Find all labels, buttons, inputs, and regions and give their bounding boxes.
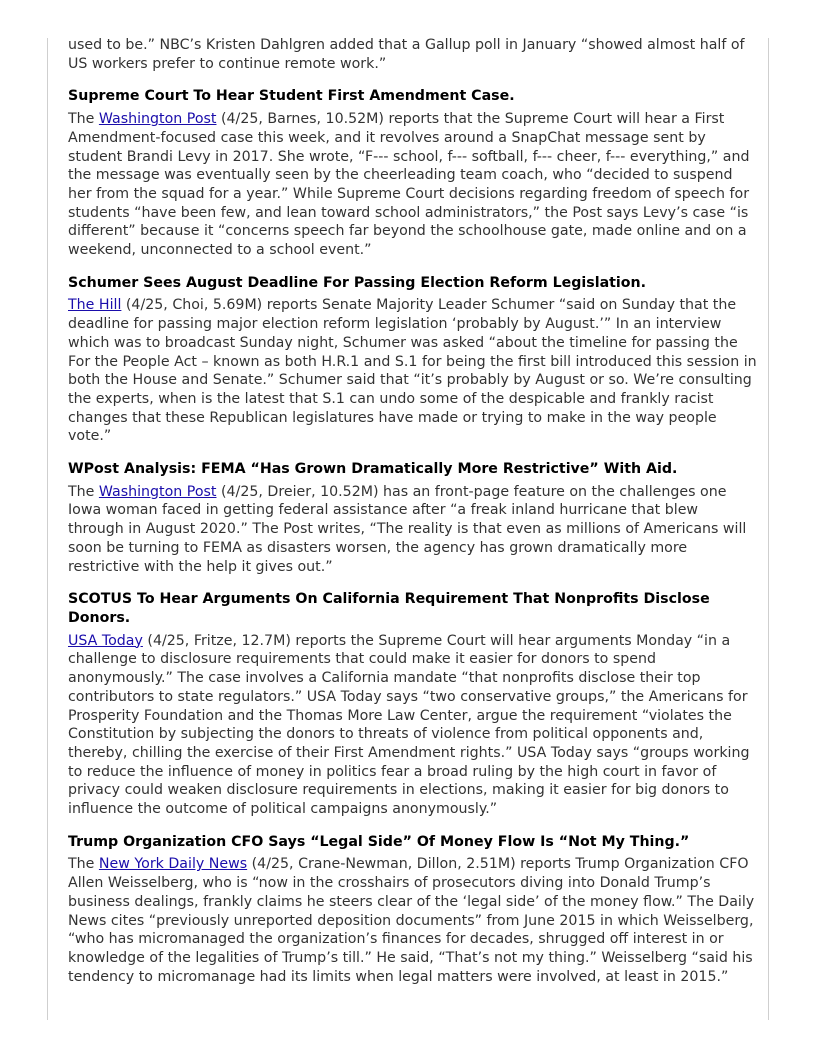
source-link[interactable]: The Hill <box>68 297 122 314</box>
article-schumer-election-reform <box>68 274 758 446</box>
article-headline: WPost Analysis: FEMA “Has Grown Dramatically More Restrictive” With Aid. <box>68 461 678 478</box>
article-body <box>68 110 758 260</box>
intro-paragraph: used to be.” NBC’s Kristen Dahlgren added that a Gallup poll in January “showed almost half of US workers prefer to continue remote work.” <box>68 37 745 72</box>
article-student-first-amendment <box>68 87 758 259</box>
article-text: (4/25, Choi, 5.69M) reports Senate Majority Leader Schumer “said on Sunday that the deadline for passing major election reform legislation ‘probably by August.’” In an interview which was to broadcast Sunday night, Schumer was asked “about the timeline for passing the For the People Act – known as both H.R.1 and S.1 for being the first bill introduced this session in both the House and Senate.” Schumer said that “it’s probably by August or so. We’re consulting the experts, when is the latest that S.1 can undo some of the despicable and frankly racist changes that these Republican legislatures have made or trying to make in the way people vote.” <box>68 297 757 445</box>
article-body <box>68 855 758 986</box>
source-link[interactable]: Washington Post <box>98 483 217 500</box>
source-link[interactable]: USA Today <box>68 632 143 649</box>
article-headline: Supreme Court To Hear Student First Amendment Case. <box>68 88 515 105</box>
article-text: (4/25, Crane-Newman, Dillon, 2.51M) reports Trump Organization CFO Allen Weisselberg, who is “now in the crosshairs of prosecutors diving into Donald Trump’s business dealings, frankly claims he steers clear of the ‘legal side’ of the money flow.” The Daily News cites “previously unreported deposition documents” from June 2015 in which Weisselberg, “who has micromanaged the organization’s finances for decades, shrugged off interest in or knowledge of the legalities of Trump’s till.” He said, “That’s not my thing.” Weisselberg “said his tendency to micromanage had its limits when legal matters were involved, at least in 2015.” <box>68 856 755 985</box>
article-trump-org-cfo <box>68 833 758 987</box>
source-link[interactable]: New York Daily News <box>98 856 248 873</box>
article-text: (4/25, Barnes, 10.52M) reports that the Supreme Court will hear a First Amendment-focused case this week, and it revolves around a SnapChat message sent by student Brandi Levy in 2017. She wrote, “F--- school, f--- softball, f--- cheer, f--- everything,” and the message was eventually seen by the cheerleading team coach, who “decided to suspend her from the squad for a year.” While Supreme Court decisions regarding freedom of speech for students “have been few, and lean toward school administrators,” the Post says Levy’s case “is different” because it “concerns speech far beyond the schoolhouse gate, made online and on a weekend, unconnected to a school event.” <box>68 111 750 259</box>
article-headline: SCOTUS To Hear Arguments On California Requirement That Nonprofits Disclose Donors. <box>68 591 710 626</box>
source-link[interactable]: Washington Post <box>98 111 217 128</box>
document-body <box>68 36 758 1000</box>
article-text: (4/25, Dreier, 10.52M) has an front-page feature on the challenges one Iowa woman faced in getting federal assistance after “a freak inland hurricane that blew through in August 2020.” The Post writes, “The reality is that even as millions of Americans will soon be turning to FEMA as disasters worsen, the agency has grown dramatically more restrictive with the help it gives out.” <box>68 483 747 575</box>
page-border-left <box>47 38 48 1020</box>
article-headline: Trump Organization CFO Says “Legal Side” Of Money Flow Is “Not My Thing.” <box>68 833 690 850</box>
article-body <box>68 483 758 577</box>
article-headline: Schumer Sees August Deadline For Passing Election Reform Legislation. <box>68 274 647 291</box>
article-body <box>68 632 758 819</box>
article-body <box>68 296 758 446</box>
article-lead: The <box>68 856 99 873</box>
article-scotus-nonprofit-donors <box>68 590 758 818</box>
article-fema-analysis <box>68 460 758 576</box>
article-text: (4/25, Fritze, 12.7M) reports the Supreme Court will hear arguments Monday “in a challenge to disclosure requirements that could make it easier for donors to spend anonymously.” The case involves a California mandate “that nonprofits disclose their top contributors to state regulators.” USA Today says “two conservative groups,” the Americans for Prosperity Foundation and the Thomas More Law Center, argue the requirement “violates the Constitution by subjecting the donors to threats of violence from political opponents and, thereby, chilling the exercise of their First Amendment rights.” USA Today says “groups working to reduce the influence of money in politics fear a broad ruling by the high court in favor of privacy could weaken disclosure requirements in elections, making it easier for big donors to influence the outcome of political campaigns anonymously.” <box>68 632 750 818</box>
page-border-right <box>768 38 769 1020</box>
article-lead: The <box>68 111 99 128</box>
article-lead: The <box>68 483 99 500</box>
